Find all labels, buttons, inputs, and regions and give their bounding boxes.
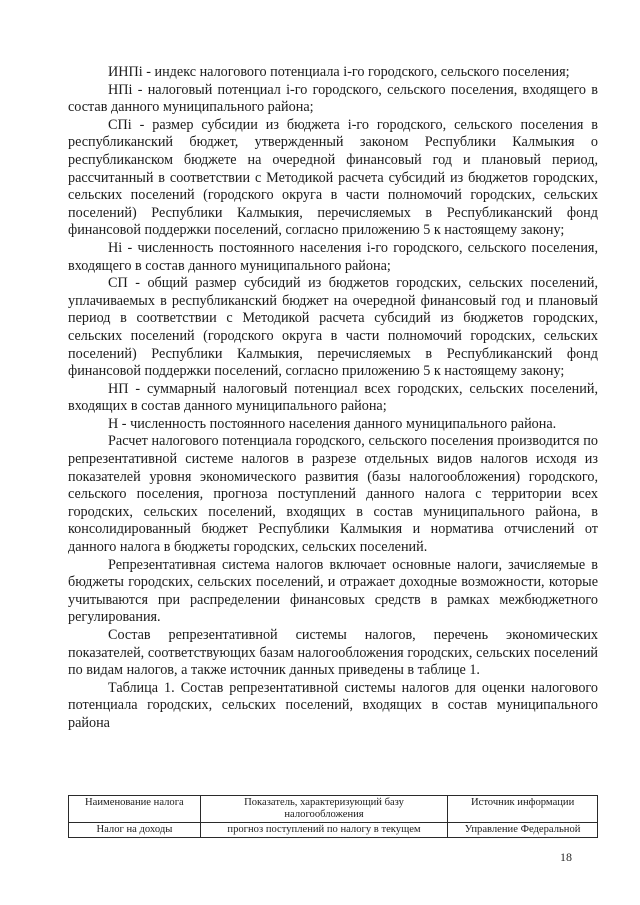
table-cell: Управление Федеральной bbox=[448, 823, 598, 838]
definition-sp: СП - общий размер субсидий из бюджетов городских, сельских поселений, уплачиваемых в республиканский бюджет на очередной финансовый год и плановый период в соответствии с Методикой расчета субсидий из бюджетов городских, сельских поселений (городского округа в части полномочий городских, сельских поселений) Республики Калмыкия, перечисляемых в Республиканский фонд финансовой поддержки поселений, согласно приложению 5 к настоящему закону; bbox=[68, 275, 598, 380]
definition-np-i: НПi - налоговый потенциал i-го городского, сельского поселения, входящего в состав данного муниципального района; bbox=[68, 81, 598, 116]
definition-sp-i: СПi - размер субсидии из бюджета i-го городского, сельского поселения в республиканский бюджет, утвержденный законом Республики Калмыкия о республиканском бюджете на очередной финансовый год и плановый период, рассчитанный в соответствии с Методикой расчета субсидий из бюджетов городских, сельских поселений (городского округа в части полномочий городских, сельских поселений) Республики Калмыкия, перечисляемых в Республиканский фонд финансовой поддержки поселений, согласно приложению 5 к настоящему закону; bbox=[68, 116, 598, 239]
table-cell: прогноз поступлений по налогу в текущем bbox=[200, 823, 447, 838]
paragraph-representative-system: Репрезентативная система налогов включает основные налоги, зачисляемые в бюджеты городских, сельских поселений, и отражает доходные возможности, которые учитываются при распределении финансовых средств в рамках межбюджетного регулирования. bbox=[68, 556, 598, 626]
definition-n-i: Нi - численность постоянного населения i-го городского, сельского поселения, входящего в состав данного муниципального района; bbox=[68, 239, 598, 274]
header-tax-name: Наименование налога bbox=[69, 796, 201, 823]
body-text bbox=[68, 64, 598, 733]
header-source: Источник информации bbox=[448, 796, 598, 823]
definition-inp-i: ИНПi - индекс налогового потенциала i-го городского, сельского поселения; bbox=[108, 64, 570, 80]
tax-system-table bbox=[68, 795, 598, 838]
table-header-row bbox=[69, 796, 598, 823]
paragraph-composition: Состав репрезентативной системы налогов, перечень экономических показателей, соответствующих базам налогообложения городских, сельских поселений по видам налогов, а также источник данных приведены в таблице 1. bbox=[68, 627, 598, 679]
header-indicator: Показатель, характеризующий базу налогообложения bbox=[200, 796, 447, 823]
definition-np: НП - суммарный налоговый потенциал всех городских, сельских поселений, входящих в состав данного муниципального района; bbox=[68, 380, 598, 415]
paragraph-tax-potential: Расчет налогового потенциала городского, сельского поселения производится по репрезентативной системе налогов в разрезе отдельных видов налогов исходя из показателей уровня экономического развития (базы налогообложения) городского, сельского поселения, прогноза поступлений данного налога с территории всех городских, сельских поселений, входящих в состав муниципального района, в консолидированный бюджет Республики Калмыкия и норматива отчислений от данного налога в бюджеты городских, сельских поселений. bbox=[68, 433, 598, 556]
table-cell: Налог на доходы bbox=[69, 823, 201, 838]
definition-n: Н - численность постоянного населения данного муниципального района. bbox=[108, 415, 557, 432]
table-row bbox=[69, 823, 598, 838]
page-number: 18 bbox=[560, 850, 572, 864]
table-caption: Таблица 1. Состав репрезентативной системы налогов для оценки налогового потенциала городских, сельских поселений, входящих в состав муниципального района bbox=[68, 679, 598, 731]
